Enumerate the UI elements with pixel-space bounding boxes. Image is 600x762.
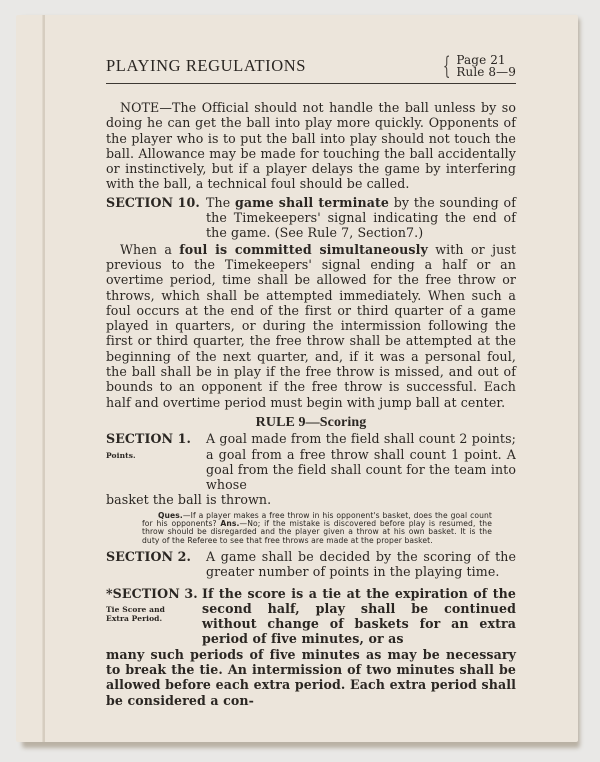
section-text: If the score is a tie at the expiration of the second half, play shall be continued without change of baskets for an extra period of five minutes, or as bbox=[202, 585, 516, 647]
note-paragraph: NOTE—The Official should not handle the ball unless by so doing he can get the ball into play more quickly. Opponents of the player who is to put the ball into play should not touch the ball. Allowance may be made for touching the ball accidentally or instinctively, but if a player delays the game by interfering with the ball, a technical foul should be called. bbox=[106, 100, 516, 192]
section-label: SECTION 10. bbox=[106, 194, 200, 210]
section-text-continued: many such periods of five minutes as may be necessary to break the tie. An intermission of two minutes shall be allowed before each extra period. Each extra period shall be considered a con- bbox=[106, 646, 516, 708]
rule9-section-3 bbox=[106, 586, 516, 708]
sidenote-line: Tie Score and bbox=[106, 604, 165, 614]
section-text: A goal made from the field shall count 2 points; a goal from a free throw shall count 1 point. A goal from the field shall count for the team into whose bbox=[206, 431, 516, 493]
text-run: by the sounding of the Timekeepers' signal indicating the end of the game. (See Rule 7, Section7.) bbox=[206, 194, 516, 241]
section-label: SECTION 2. bbox=[106, 548, 191, 564]
bold-term: game shall terminate bbox=[235, 194, 390, 210]
rule9-section-1 bbox=[106, 431, 516, 507]
simultaneous-foul-paragraph bbox=[106, 242, 516, 410]
section-text bbox=[206, 195, 516, 241]
page-content bbox=[106, 52, 516, 708]
margin-sidenote bbox=[106, 605, 165, 623]
question-text: —If a player makes a free throw in his opponent's basket, does the goal count for his opponents? bbox=[142, 510, 492, 529]
question-answer-note bbox=[142, 512, 492, 545]
margin-sidenote: Points. bbox=[106, 451, 136, 461]
text-run: The bbox=[206, 194, 235, 210]
question-label: Ques. bbox=[158, 510, 183, 520]
rule-heading: RULE 9—Scoring bbox=[255, 414, 367, 430]
section-text-continued: basket the ball is thrown. bbox=[106, 492, 272, 508]
bold-term: foul is committed simultaneously bbox=[179, 241, 428, 257]
section-label: *SECTION 3. bbox=[106, 585, 198, 601]
header-page-number: Page 21 bbox=[456, 53, 506, 67]
section-label: SECTION 1. bbox=[106, 431, 191, 447]
sidenote-line: Extra Period. bbox=[106, 613, 163, 623]
rule9-section-2 bbox=[106, 549, 516, 580]
section-10 bbox=[106, 195, 516, 241]
answer-text: —No; if the mistake is discovered before play is resumed, the throw should be disregarded and the player given a throw at his own basket. It is the duty of the Referee to see that free throws are made at the proper basket. bbox=[142, 519, 492, 545]
page-fold-line bbox=[42, 15, 45, 742]
running-header bbox=[106, 52, 516, 84]
text-run: When a bbox=[120, 241, 180, 257]
brace-icon: { bbox=[442, 52, 451, 80]
header-rule-range: Rule 8—9 bbox=[456, 65, 516, 79]
section-text: A game shall be decided by the scoring of the greater number of points in the playing time. bbox=[206, 548, 516, 580]
answer-label: Ans. bbox=[220, 519, 240, 529]
text-run: with or just previous to the Timekeepers' signal ending a half or an overtime period, time shall be allowed for the free throw or throws, which shall be attempted immediately. When such a foul occurs at the end of the first or third quarter of a game played in quarters, or during the intermission following the first or third quarter, the free throw shall be attempted at the beginning of the next quarter, and, if it was a personal foul, the ball shall be in play if the free throw is missed, and out of bounds to an opponent if the free throw is successful. Each half and overtime period must begin with jump ball at center. bbox=[106, 241, 517, 410]
header-title: PLAYING REGULATIONS bbox=[106, 56, 307, 76]
header-page-ref bbox=[439, 54, 516, 78]
